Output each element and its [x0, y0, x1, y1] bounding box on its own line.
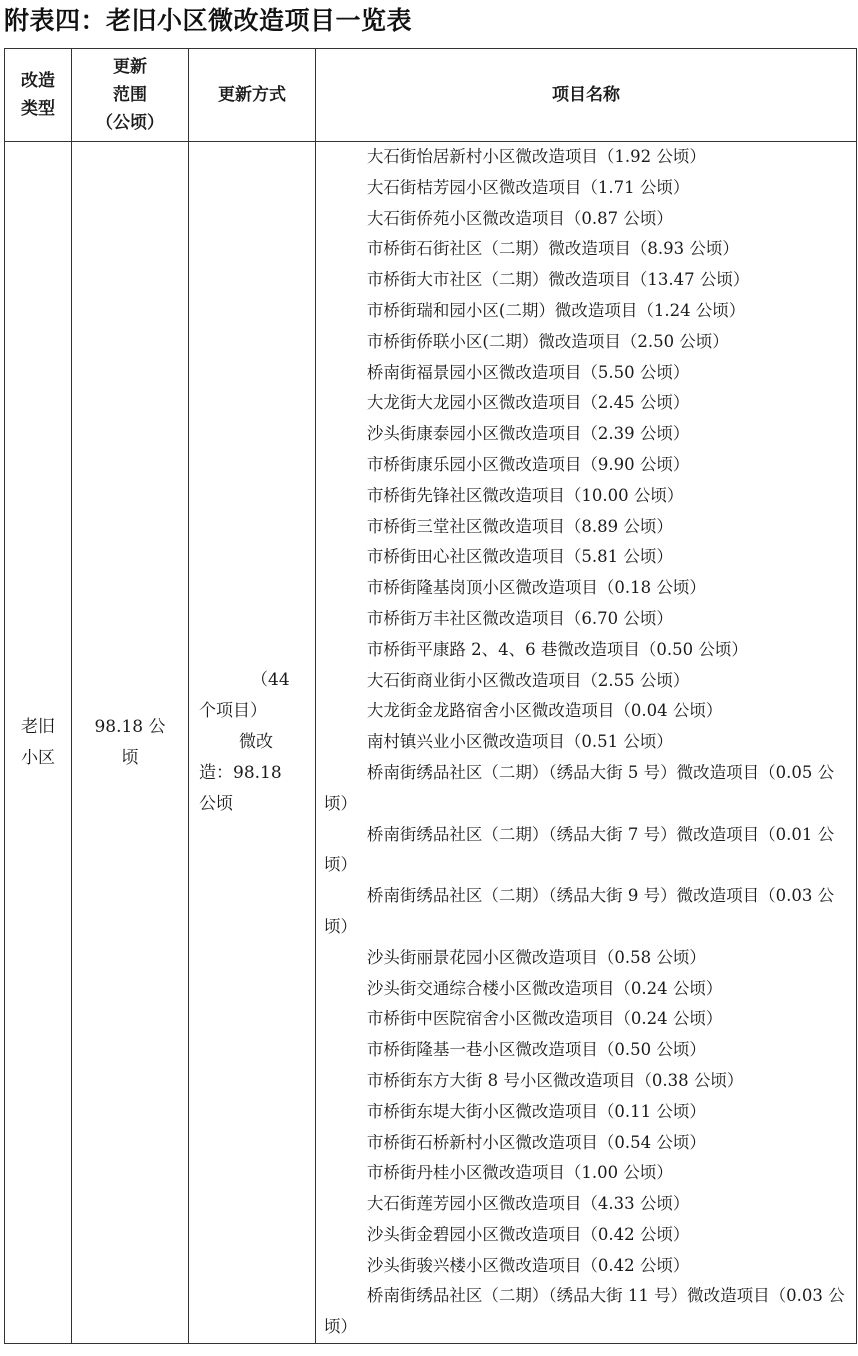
cell-method-line: 造：98.18: [199, 763, 282, 784]
project-item: 市桥街石街社区（二期）微改造项目（8.93 公顷）: [366, 239, 739, 259]
cell-type: [5, 142, 72, 1344]
project-item: 市桥街三堂社区微改造项目（8.89 公顷）: [366, 516, 673, 536]
project-item: 沙头街骏兴楼小区微改造项目（0.42 公顷）: [366, 1255, 690, 1275]
page-title: 附表四：老旧小区微改造项目一览表: [4, 6, 413, 35]
table-row: [5, 142, 857, 1344]
header-method: 更新方式: [189, 49, 316, 142]
project-item: 市桥街丹桂小区微改造项目（1.00 公顷）: [366, 1163, 673, 1183]
project-item: 大石街桔芳园小区微改造项目（1.71 公顷）: [366, 177, 690, 197]
cell-method: [189, 142, 316, 1344]
cell-range-line: 98.18 公: [94, 716, 166, 737]
project-item: 市桥街东方大街 8 号小区微改造项目（0.38 公顷）: [366, 1070, 744, 1090]
cell-method-line: 个项目）: [199, 701, 267, 722]
project-item: 市桥街东堤大街小区微改造项目（0.11 公顷）: [366, 1101, 706, 1121]
table-header-row: [5, 49, 857, 142]
project-item: 市桥街大市社区（二期）微改造项目（13.47 公顷）: [366, 270, 750, 290]
project-item: 桥南街绣品社区（二期）（绣品大街 9 号）微改造项目（0.03 公顷）: [324, 886, 835, 936]
project-item: 沙头街康泰园小区微改造项目（2.39 公顷）: [366, 424, 690, 444]
project-item: 桥南街绣品社区（二期）（绣品大街 7 号）微改造项目（0.01 公顷）: [324, 824, 835, 875]
project-item: 南村镇兴业小区微改造项目（0.51 公顷）: [366, 732, 673, 752]
project-item: 市桥街中医院宿舍小区微改造项目（0.24 公顷）: [366, 1009, 723, 1029]
project-item: 市桥街平康路 2、4、6 巷微改造项目（0.50 公顷）: [366, 639, 748, 659]
project-item: 市桥街田心社区微改造项目（5.81 公顷）: [366, 547, 673, 567]
project-item: 市桥街石桥新村小区微改造项目（0.54 公顷）: [366, 1132, 706, 1152]
project-item: 沙头街丽景花园小区微改造项目（0.58 公顷）: [366, 947, 706, 967]
header-name: 项目名称: [316, 49, 857, 142]
project-item: 市桥街侨联小区(二期）微改造项目（2.50 公顷）: [366, 331, 729, 351]
project-item: 大龙街大龙园小区微改造项目（2.45 公顷）: [366, 393, 690, 413]
project-item: 大石街侨苑小区微改造项目（0.87 公顷）: [366, 208, 673, 228]
project-item: 市桥街瑞和园小区(二期）微改造项目（1.24 公顷）: [366, 300, 746, 320]
header-type-line: 类型: [21, 99, 55, 119]
project-item: 市桥街隆基岗顶小区微改造项目（0.18 公顷）: [366, 578, 706, 598]
cell-method-line: 公顷: [199, 794, 233, 815]
cell-type-line: 老旧: [21, 716, 55, 737]
project-item: 市桥街万丰社区微改造项目（6.70 公顷）: [366, 608, 673, 628]
project-item: 市桥街先锋社区微改造项目（10.00 公顷）: [366, 485, 684, 505]
header-type-line: 改造: [21, 71, 55, 91]
project-item: 桥南街绣品社区（二期）（绣品大街 11 号）微改造项目（0.03 公顷）: [324, 1286, 845, 1337]
cell-type-line: 小区: [21, 747, 55, 768]
project-item: 大石街莲芳园小区微改造项目（4.33 公顷）: [366, 1194, 690, 1214]
project-item: 大石街怡居新村小区微改造项目（1.92 公顷）: [366, 147, 706, 166]
project-item: 市桥街康乐园小区微改造项目（9.90 公顷）: [366, 454, 690, 474]
cell-method-line: （44: [251, 670, 290, 691]
header-range-line: 范围: [113, 85, 147, 105]
project-item: 桥南街绣品社区（二期）（绣品大街 5 号）微改造项目（0.05 公顷）: [324, 762, 835, 813]
project-table: [4, 48, 857, 1344]
header-range: [72, 49, 189, 142]
cell-range-line: 顷: [121, 747, 139, 768]
cell-project-list: [316, 142, 857, 1344]
cell-method-line: 微改: [239, 732, 273, 753]
header-range-line: 更新: [113, 57, 147, 77]
project-item: 大石街商业街小区微改造项目（2.55 公顷）: [366, 670, 690, 690]
project-item: 沙头街交通综合楼小区微改造项目（0.24 公顷）: [366, 978, 723, 998]
header-type: [5, 49, 72, 142]
project-item: 沙头街金碧园小区微改造项目（0.42 公顷）: [366, 1224, 690, 1244]
project-item: 桥南街福景园小区微改造项目（5.50 公顷）: [366, 362, 690, 382]
cell-range: [72, 142, 189, 1344]
header-range-line: （公顷）: [96, 113, 164, 133]
project-item: 市桥街隆基一巷小区微改造项目（0.50 公顷）: [366, 1040, 706, 1060]
project-item: 大龙街金龙路宿舍小区微改造项目（0.04 公顷）: [366, 701, 723, 721]
